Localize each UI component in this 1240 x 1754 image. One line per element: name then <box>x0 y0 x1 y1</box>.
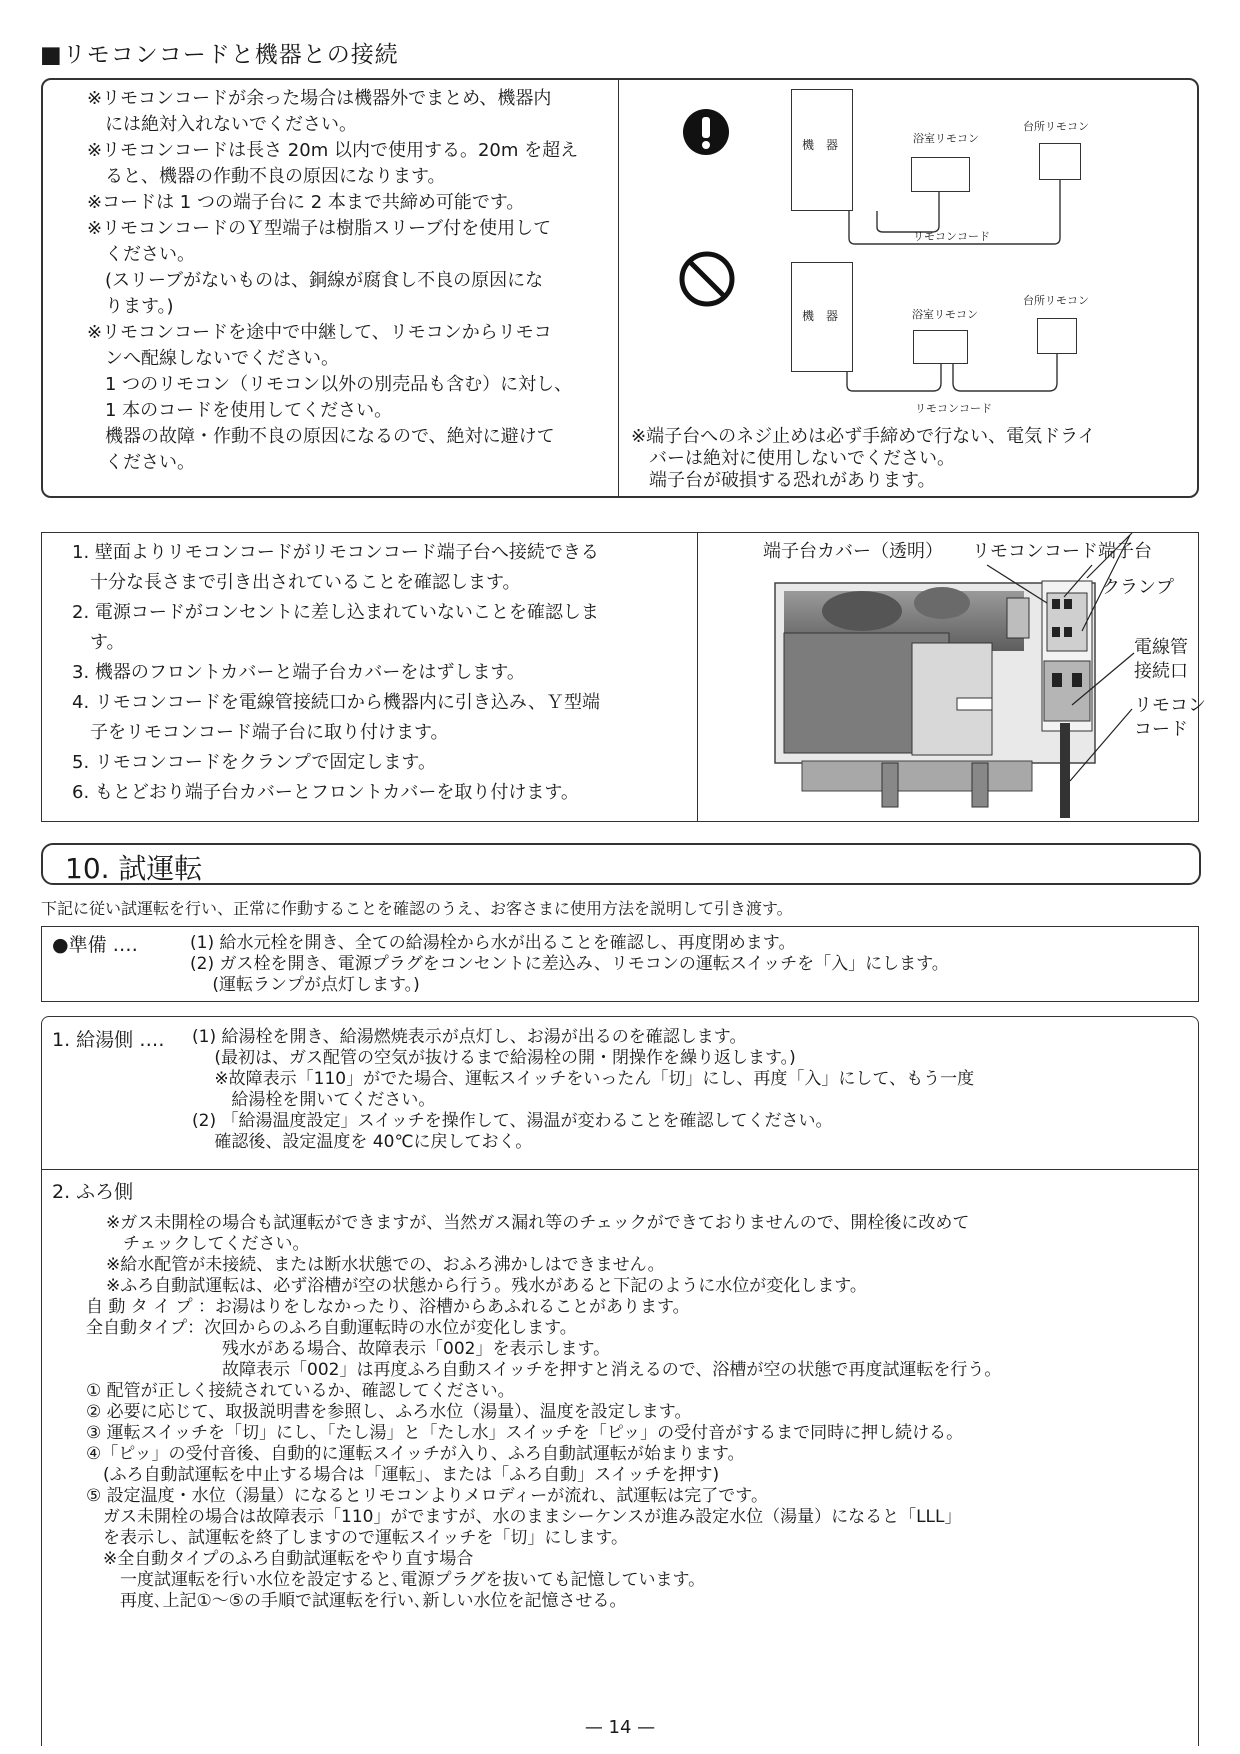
note-line: ※端子台へのネジ止めは必ず手締めで行ない、電気ドライ <box>631 426 1096 447</box>
note-line: ンへ配線しないでください。 <box>87 348 339 369</box>
bath-lines <box>86 1213 1001 1612</box>
bath-line: 自 動 タ イ プ ：お湯はりをしなかったり、浴槽からあふれることがあります。 <box>86 1297 690 1317</box>
bath-line: ※ふろ自動試運転は、必ず浴槽が空の状態から行う。残水があると下記のように水位が変化します。 <box>106 1276 867 1296</box>
steps-box <box>41 532 1206 822</box>
note-line: 1 つのリモコン（リモコン以外の別売品も含む）に対し、 <box>87 374 573 395</box>
bath-line: ② 必要に応じて、取扱説明書を参照し、ふろ水位（湯量）、温度を設定します。 <box>86 1402 692 1422</box>
hot-water-line: (2) 「給湯温度設定」スイッチを操作して、湯温が変わることを確認してください。 <box>192 1111 833 1131</box>
note-line: ※リモコンコードのＹ型端子は樹脂スリーブ付を使用して <box>87 218 552 239</box>
test-intro: 下記に従い試運転を行い、正常に作動することを確認のうえ、お客さまに使用方法を説明して引き渡す。 <box>41 899 793 918</box>
step-line: 5. リモコンコードをクランプで固定します。 <box>72 752 436 773</box>
step-line: 十分な長さまで引き出されていることを確認します。 <box>72 572 521 593</box>
bath-line: (ふろ自動試運転を中止する場合は「運転」、または「ふろ自動」スイッチを押す) <box>86 1465 720 1485</box>
note-line: 1 本のコードを使用してください。 <box>87 400 393 421</box>
note-line: ※リモコンコードは長さ 20m 以内で使用する。20m を超え <box>87 140 579 161</box>
bath-line: ① 配管が正しく接続されているか、確認してください。 <box>86 1381 515 1401</box>
hot-water-line: (最初は、ガス配管の空気が抜けるまで給湯栓の開・閉操作を繰り返します。) <box>192 1048 796 1068</box>
note-line: ※リモコンコードを途中で中継して、リモコンからリモコ <box>87 322 552 343</box>
cord-label: リモコンコード <box>915 402 992 415</box>
note-line: 機器の故障・作動不良の原因になるので、絶対に避けて <box>87 426 555 447</box>
bath-line: チェックしてください。 <box>106 1234 310 1254</box>
bath-label: 2. ふろ側 <box>52 1181 134 1203</box>
device-label: 機 器 <box>802 309 839 323</box>
prep-box <box>41 926 1199 1002</box>
clamp-label: クランプ <box>1102 577 1174 598</box>
conduit-label-2: 接続口 <box>1134 661 1188 682</box>
bath-line: ※全自動タイプのふろ自動試運転をやり直す場合 <box>86 1549 474 1569</box>
note-line: (スリーブがないものは、銅線が腐食し不良の原因にな <box>87 270 544 291</box>
bath-line: 故障表示「002」は再度ふろ自動スイッチを押すと消えるので、浴槽が空の状態で再度試運転を行う。 <box>86 1360 1002 1380</box>
bath-line: 再度､上記①～⑤の手順で試運転を行い､新しい水位を記憶させる。 <box>86 1591 627 1611</box>
prep-line: (1) 給水元栓を開き、全ての給湯栓から水が出ることを確認し、再度閉めます。 <box>190 933 796 953</box>
test-title: 10. 試運転 <box>65 852 203 885</box>
cord-label-1: リモコン <box>1134 695 1206 716</box>
prep-lines <box>190 933 949 996</box>
bath-line: ※ガス未開栓の場合も試運転ができますが、当然ガス漏れ等のチェックができておりませんので、開栓後に改めて <box>106 1213 970 1233</box>
step-line: 6. もとどおり端子台カバーとフロントカバーを取り付けます。 <box>72 782 579 803</box>
note-line: ※コードは 1 つの端子台に 2 本まで共締め可能です。 <box>87 192 525 213</box>
device-label: 機 器 <box>802 138 839 152</box>
prep-label: ●準備 ‥‥ <box>52 934 138 956</box>
note-line: ください。 <box>87 452 195 473</box>
step-line: 4. リモコンコードを電線管接続口から機器内に引き込み、Ｙ型端 <box>72 692 600 713</box>
prep-line: (運転ランプが点灯します。) <box>190 975 420 995</box>
hot-water-line: 給湯栓を開いてください。 <box>192 1090 436 1110</box>
kitchen-remote-label: 台所リモコン <box>1023 294 1089 307</box>
step-line: 1. 壁面よりリモコンコードがリモコンコード端子台へ接続できる <box>72 542 599 563</box>
bath-line: 残水がある場合、故障表示「002」を表示します。 <box>86 1339 611 1359</box>
step-line: 子をリモコンコード端子台に取り付けます。 <box>72 722 449 743</box>
note-line: ります。) <box>87 296 174 317</box>
bath-line: 全自動タイプ：次回からのふろ自動運転時の水位が変化します。 <box>86 1318 577 1338</box>
bath-line: ※給水配管が未接続、または断水状態での、おふろ沸かしはできません。 <box>106 1255 665 1275</box>
hot-water-label: 1. 給湯側 ‥‥ <box>52 1029 165 1051</box>
hot-water-line: (1) 給湯栓を開き、給湯燃焼表示が点灯し、お湯が出るのを確認します。 <box>192 1027 747 1047</box>
step-line: 2. 電源コードがコンセントに差し込まれていないことを確認しま <box>72 602 599 623</box>
note-line: ると、機器の作動不良の原因になります。 <box>87 166 446 187</box>
procedure-box <box>41 1016 1199 1746</box>
hot-water-line: ※故障表示「110」がでた場合、運転スイッチをいったん「切」にし、再度「入」にして、もう一度 <box>192 1069 975 1089</box>
hot-water-lines <box>192 1027 974 1153</box>
hot-water-line: 確認後、設定温度を 40℃に戻しておく。 <box>192 1132 533 1152</box>
connection-notes-box <box>41 78 1199 498</box>
terminal-block-label: リモコンコード端子台 <box>972 541 1152 562</box>
bath-line: 一度試運転を行い水位を設定すると､電源プラグを抜いても記憶しています。 <box>86 1570 706 1590</box>
bath-remote-label: 浴室リモコン <box>912 308 978 321</box>
note-line: バーは絶対に使用しないでください。 <box>631 448 955 469</box>
cord-label-2: コード <box>1134 719 1188 740</box>
prep-line: (2) ガス栓を開き、電源プラグをコンセントに差込み、リモコンの運転スイッチを「入」にします。 <box>190 954 949 974</box>
terminal-cover-label: 端子台カバー（透明） <box>763 541 943 562</box>
bath-line: ガス未開栓の場合は故障表示「110」がでますが、水のままシーケンスが進み設定水位（湯量）になると「LLL」 <box>86 1507 962 1527</box>
step-line: 3. 機器のフロントカバーと端子台カバーをはずします。 <box>72 662 525 683</box>
bath-line: ③ 運転スイッチを「切」にし、「たし湯」と「たし水」スイッチを「ピッ」の受付音がするまで同時に押し続ける。 <box>86 1423 964 1443</box>
note-line: には絶対入れないでください。 <box>87 114 357 135</box>
page-number: — 14 — <box>584 1717 656 1738</box>
step-line: す。 <box>72 632 125 653</box>
conduit-label-1: 電線管 <box>1134 637 1188 658</box>
note-line: ※リモコンコードが余った場合は機器外でまとめ、機器内 <box>87 88 552 109</box>
notes-right <box>631 426 1096 492</box>
bath-line: ⑤ 設定温度・水位（湯量）になるとリモコンよりメロディーが流れ、試運転は完了です。 <box>86 1486 768 1506</box>
bath-line: ④「ピッ」の受付音後、自動的に運転スイッチが入り、ふろ自動試運転が始まります。 <box>86 1444 745 1464</box>
cord-label: リモコンコード <box>913 230 990 243</box>
section-title: ■リモコンコードと機器との接続 <box>40 42 399 68</box>
device-internal-photo <box>42 533 1200 823</box>
note-line: ください。 <box>87 244 195 265</box>
test-title-box <box>41 843 1201 885</box>
bath-line: を表示し、試運転を終了しますので運転スイッチを「切」にします。 <box>86 1528 628 1548</box>
bath-remote-label: 浴室リモコン <box>913 132 979 145</box>
kitchen-remote-label: 台所リモコン <box>1023 120 1089 133</box>
note-line: 端子台が破損する恐れがあります。 <box>631 470 936 491</box>
